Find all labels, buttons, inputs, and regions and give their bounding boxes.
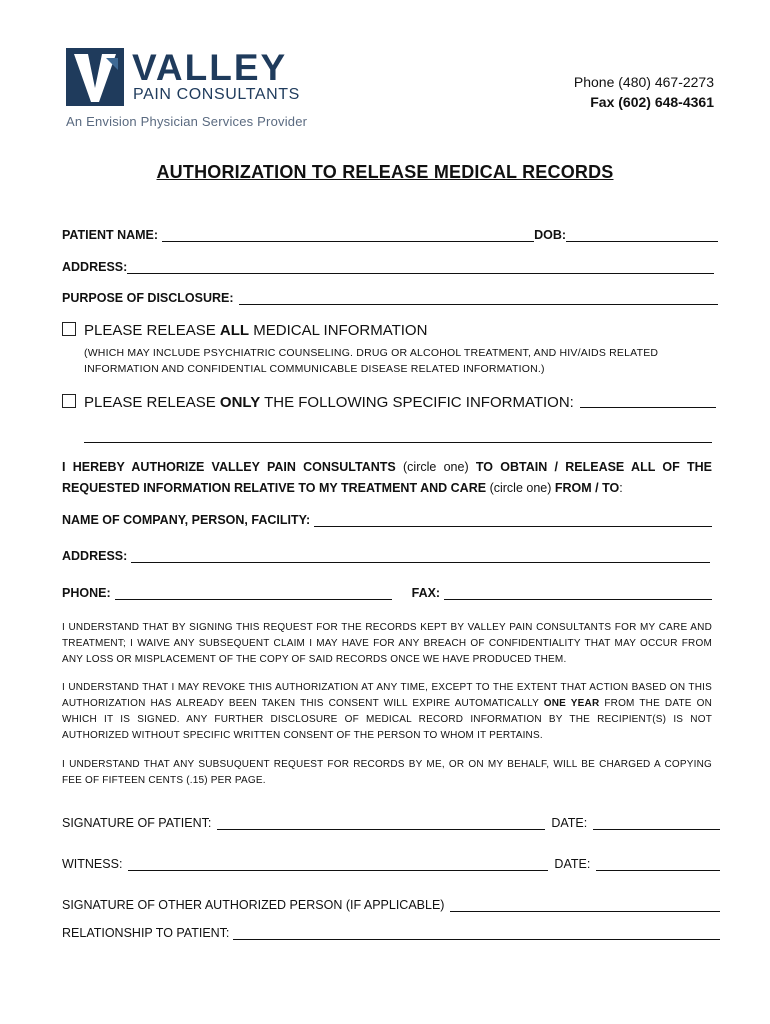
recipient-name-row — [62, 513, 712, 527]
recipient-phone-fax-row — [62, 586, 712, 600]
other-signature-field[interactable] — [450, 899, 720, 912]
purpose-field[interactable] — [239, 292, 718, 305]
purpose-row — [62, 291, 718, 305]
consent-paragraph-2: I UNDERSTAND THAT I MAY REVOKE THIS AUTHORIZATION AT ANY TIME, EXCEPT TO THE EXTENT THAT ACTION BASED ON THIS AUTHORIZATION HAS ALREADY BEEN TAKEN THIS CONSENT WILL EXPIRE AUTOMATICALLY ONE YEAR FROM THE DATE ON WHICH IT IS SIGNED. ANY FURTHER DISCLOSURE OF MEDICAL RECORD INFORMATION BY THE RECIPIENT(S) IS NOT AUTHORIZED WITHOUT SPECIFIC WRITTEN CONSENT OF THE PERSON TO WHOM IT PERTAINS. — [62, 682, 712, 741]
recipient-phone-field[interactable] — [115, 587, 392, 600]
address-row — [62, 260, 718, 274]
patient-name-field[interactable] — [162, 229, 534, 242]
witness-label: WITNESS: — [62, 857, 123, 871]
release-all-checkbox[interactable] — [62, 322, 76, 336]
witness-signature-row — [62, 857, 720, 871]
dob-label: DOB: — [534, 228, 567, 242]
recipient-fax-label: FAX: — [411, 586, 441, 600]
authorization-statement: I HEREBY AUTHORIZE VALLEY PAIN CONSULTANTS (circle one) TO OBTAIN / RELEASE ALL OF THE REQUESTED INFORMATION RELATIVE TO MY TREATMENT AND CARE (circle one) FROM / TO: — [62, 460, 712, 495]
release-all-note: (WHICH MAY INCLUDE PSYCHIATRIC COUNSELING. DRUG OR ALCOHOL TREATMENT, AND HIV/AIDS RELATED INFORMATION AND CONFIDENTIAL COMMUNICABLE DISEASE RELATED INFORMATION.) — [84, 347, 659, 375]
recipient-fax-field[interactable] — [444, 587, 712, 600]
witness-field[interactable] — [128, 858, 548, 871]
other-signature-label: SIGNATURE OF OTHER AUTHORIZED PERSON (IF APPLICABLE) — [62, 898, 445, 912]
patient-row — [62, 228, 718, 242]
company-logo — [66, 48, 346, 132]
contact-info — [574, 72, 714, 112]
page-title: AUTHORIZATION TO RELEASE MEDICAL RECORDS — [156, 162, 614, 182]
recipient-phone-label: PHONE: — [62, 586, 111, 600]
recipient-name-label: NAME OF COMPANY, PERSON, FACILITY: — [62, 513, 311, 527]
recipient-address-field[interactable] — [131, 550, 710, 563]
recipient-address-row — [62, 549, 710, 563]
valley-logo-mark-icon — [66, 48, 124, 106]
release-only-option — [62, 394, 722, 411]
relationship-field[interactable] — [233, 927, 720, 940]
address-label: ADDRESS: — [62, 260, 128, 274]
patient-date-label: DATE: — [551, 816, 588, 830]
consent-paragraph-1: I UNDERSTAND THAT BY SIGNING THIS REQUEST FOR THE RECORDS KEPT BY VALLEY PAIN CONSULTANTS FOR MY CARE AND TREATMENT; I WAIVE ANY SUBSEQUENT CLAIM I MAY HAVE FOR ANY BREACH OF CONFIDENTIALITY THAT MAY OCCUR FROM ANY LOSS OR MISPLACEMENT OF THE COPY OF SAID RECORDS ONCE WE HAVE PRODUCED THEM. — [62, 622, 712, 665]
witness-date-label: DATE: — [554, 857, 591, 871]
consent-paragraph-3: I UNDERSTAND THAT ANY SUBSUQUENT REQUEST FOR RECORDS BY ME, OR ON MY BEHALF, WILL BE CHARGED A COPYING FEE OF FIFTEEN CENTS (.15) PER PAGE. — [62, 759, 712, 786]
release-only-label: PLEASE RELEASE ONLY THE FOLLOWING SPECIFIC INFORMATION: — [84, 394, 574, 411]
address-field[interactable] — [127, 261, 714, 274]
logo-name: VALLEY — [132, 47, 288, 88]
patient-signature-field[interactable] — [217, 817, 545, 830]
release-all-label: PLEASE RELEASE ALL MEDICAL INFORMATION — [84, 322, 428, 339]
purpose-label: PURPOSE OF DISCLOSURE: — [62, 291, 234, 305]
logo-subtitle: PAIN CONSULTANTS — [133, 86, 300, 103]
recipient-name-field[interactable] — [314, 514, 712, 527]
relationship-row — [62, 926, 720, 940]
release-all-option — [62, 322, 722, 339]
release-only-checkbox[interactable] — [62, 394, 76, 408]
patient-signature-row — [62, 816, 720, 830]
patient-date-field[interactable] — [593, 817, 720, 830]
witness-date-field[interactable] — [596, 858, 720, 871]
phone-number: Phone (480) 467-2273 — [573, 74, 714, 90]
specific-info-field-line2[interactable] — [84, 430, 712, 443]
dob-field[interactable] — [566, 229, 718, 242]
recipient-address-label: ADDRESS: — [62, 549, 128, 563]
fax-number: Fax (602) 648-4361 — [590, 94, 714, 110]
specific-info-field[interactable] — [580, 395, 716, 408]
patient-name-label: PATIENT NAME: — [62, 228, 159, 242]
other-signature-row — [62, 898, 720, 912]
relationship-label: RELATIONSHIP TO PATIENT: — [62, 926, 230, 940]
logo-tagline: An Envision Physician Services Provider — [66, 114, 308, 129]
patient-signature-label: SIGNATURE OF PATIENT: — [62, 816, 212, 830]
